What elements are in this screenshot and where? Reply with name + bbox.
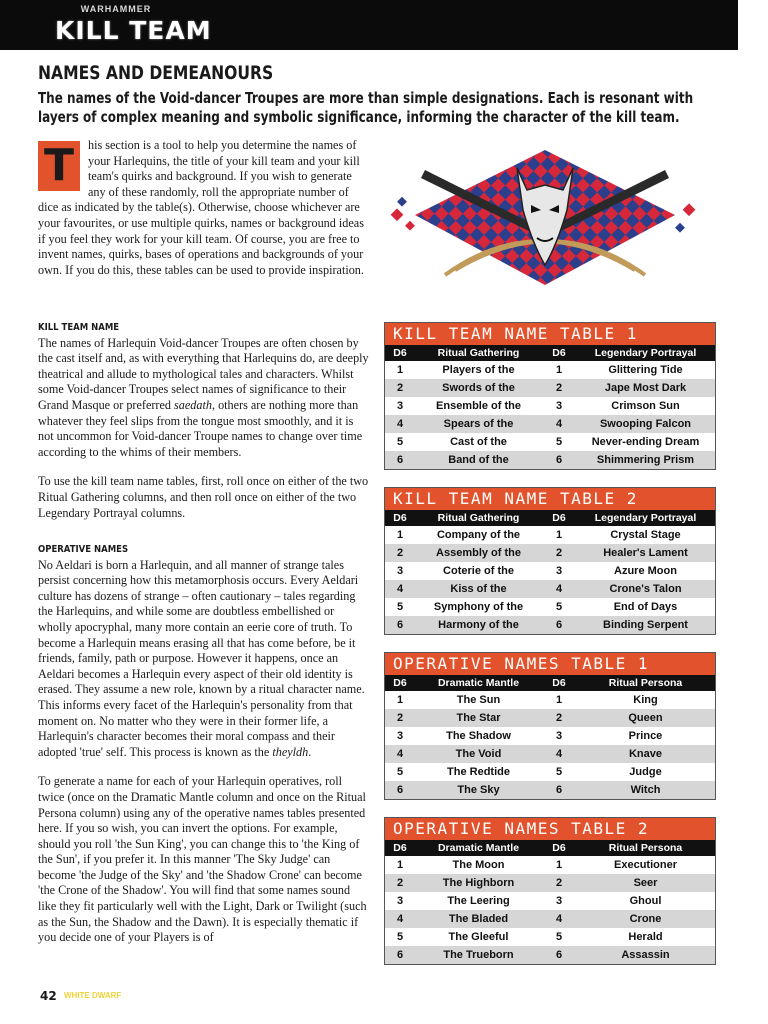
column-header: Dramatic Mantle (415, 840, 542, 856)
column-header: D6 (542, 675, 576, 691)
operative-names-paragraph-1: No Aeldari is born a Harlequin, and all manner of strange tales persist concerning how this metamorphosis occurs. Every Aeldari culture has dozens of strange – often cautionary – tales regarding the Harlequins, and while some are doubtless embellished or wholly apocryphal, many more contain an eerie core of truth. To become a Harlequin means erasing all that has come before, be it friends, family, path or purpose. However it happens, once an Aeldari becomes a Harlequin every aspect of their old identity is erased. They assume a new role, known by a ritual character name. This informs every facet of the Harlequin's personality from that moment on. No matter who they were in their former life, a Harlequin's character becomes their moral compass and their adopted 'true' self. This process is known as the theyldh. (38, 557, 365, 759)
kill-team-logo: KILL TEAM (55, 16, 212, 45)
table-row: 2 The Star 2 Queen (385, 709, 715, 727)
table-title: OPERATIVE NAMES TABLE 2 (385, 818, 715, 840)
column-header: Ritual Gathering (415, 510, 542, 526)
table-row: 5 The Gleeful 5 Herald (385, 928, 715, 946)
table-row: 5 Symphony of the 5 End of Days (385, 598, 715, 616)
kill-team-name-paragraph-2: To use the kill team name tables, first, roll once on either of the two Ritual Gathering columns, and then roll once on either of the two Legendary Portrayal columns. (38, 474, 369, 520)
column-header: Legendary Portrayal (576, 345, 715, 361)
kill-team-name-table-1 (384, 322, 716, 470)
table-row: 1 The Sun 1 King (385, 691, 715, 709)
kill-team-name-section (38, 320, 370, 533)
column-header: D6 (542, 345, 576, 361)
table-row: 5 The Redtide 5 Judge (385, 763, 715, 781)
table-row: 5 Cast of the 5 Never-ending Dream (385, 433, 715, 451)
table-row: 1 The Moon 1 Executioner (385, 856, 715, 874)
operative-names-heading: OPERATIVE NAMES (38, 544, 129, 555)
kill-team-name-paragraph-1: The names of Harlequin Void-dancer Troupes are often chosen by the cast itself and, as with everything that Harlequins do, are deeply theatrical and allude to mythological tales and characters. Whilst some Void-dancer Troupes select names of significance to their Grand Masque or preferred saedath, others are nothing more than whatever they feel slips from the tongue most smoothly, and it is not uncommon for Void-dancer Troupe names to change over time according to the whims of their members. (38, 335, 369, 459)
table-row: 1 Players of the 1 Glittering Tide (385, 361, 715, 379)
table-row: 3 The Leering 3 Ghoul (385, 892, 715, 910)
table-row: 3 Ensemble of the 3 Crimson Sun (385, 397, 715, 415)
column-header: D6 (385, 510, 415, 526)
column-header: D6 (542, 840, 576, 856)
table-title: KILL TEAM NAME TABLE 2 (385, 488, 715, 510)
footer-brand: WHITE DWARF (64, 991, 122, 1000)
operative-names-table-2 (384, 817, 716, 965)
table-title: KILL TEAM NAME TABLE 1 (385, 323, 715, 345)
drop-cap: T (38, 141, 80, 191)
table-row: 2 Swords of the 2 Jape Most Dark (385, 379, 715, 397)
intro-text: his section is a tool to help you determine the names of your Harlequins, the title of your kill team and your kill team's quirks and background. If you wish to generate any of these randomly, roll the appropriate number of dice as indicated by the table(s). Otherwise, choose whichever are your favourites, or use multiple quirks, names or background ideas if you feel they work for your kill team. Of course, you are free to invent names, quirks, bases of operations and backgrounds of your own. If you do this, these tables can be used to provide inspiration. (38, 138, 364, 277)
table-row: 3 The Shadow 3 Prince (385, 727, 715, 745)
table-row: 4 The Bladed 4 Crone (385, 910, 715, 928)
table-title: OPERATIVE NAMES TABLE 1 (385, 653, 715, 675)
column-header: Ritual Gathering (415, 345, 542, 361)
table-row: 3 Coterie of the 3 Azure Moon (385, 562, 715, 580)
operative-names-table-1 (384, 652, 716, 800)
table-row: 4 The Void 4 Knave (385, 745, 715, 763)
harlequin-mask-crossed-blades-icon (385, 150, 705, 290)
magazine-header (0, 0, 738, 50)
column-header: D6 (385, 840, 415, 856)
table-row: 6 Harmony of the 6 Binding Serpent (385, 616, 715, 634)
column-header: D6 (542, 510, 576, 526)
operative-names-paragraph-2: To generate a name for each of your Harlequin operatives, roll twice (once on the Dramatic Mantle column and once on the Ritual Persona column) using any of the operative names tables presented here. If you so wish, you can invert the options. For example, should you roll 'the Sun King', you can change this to 'the King of the Sun', if you prefer it. In this manner 'The Sky Judge' can become 'the Judge of the Sky' and 'the Shadow Crone' can become 'the Crone of the Shadow'. You will find that some names sound like they fit particularly well with the Light, Dark or Twilight (such as the Sun, the Shadow and the Dawn). It is especially thematic if you decide one of your Players is of (38, 774, 367, 945)
kill-team-name-table-2 (384, 487, 716, 635)
operative-names-section (38, 542, 370, 958)
table-row: 1 Company of the 1 Crystal Stage (385, 526, 715, 544)
page-number: 42 (40, 989, 57, 1003)
table-row: 4 Spears of the 4 Swooping Falcon (385, 415, 715, 433)
column-header: D6 (385, 345, 415, 361)
page-title: NAMES AND DEMEANOURS (38, 62, 274, 84)
column-header: Dramatic Mantle (415, 675, 542, 691)
table-row: 2 The Highborn 2 Seer (385, 874, 715, 892)
table-row: 6 The Sky 6 Witch (385, 781, 715, 799)
table-row: 4 Kiss of the 4 Crone's Talon (385, 580, 715, 598)
column-header: D6 (385, 675, 415, 691)
page-subtitle: The names of the Void-dancer Troupes are more than simple designations. Each is resonant with layers of complex meaning and symbolic significance, informing the character of the kill team. (38, 89, 694, 126)
table-row: 6 The Trueborn 6 Assassin (385, 946, 715, 964)
column-header: Ritual Persona (576, 675, 715, 691)
intro-paragraph (38, 138, 368, 278)
table-row: 2 Assembly of the 2 Healer's Lament (385, 544, 715, 562)
kill-team-name-heading: KILL TEAM NAME (38, 322, 120, 333)
column-header: Legendary Portrayal (576, 510, 715, 526)
column-header: Ritual Persona (576, 840, 715, 856)
table-row: 6 Band of the 6 Shimmering Prism (385, 451, 715, 469)
warhammer-logo: WARHAMMER (80, 4, 152, 14)
